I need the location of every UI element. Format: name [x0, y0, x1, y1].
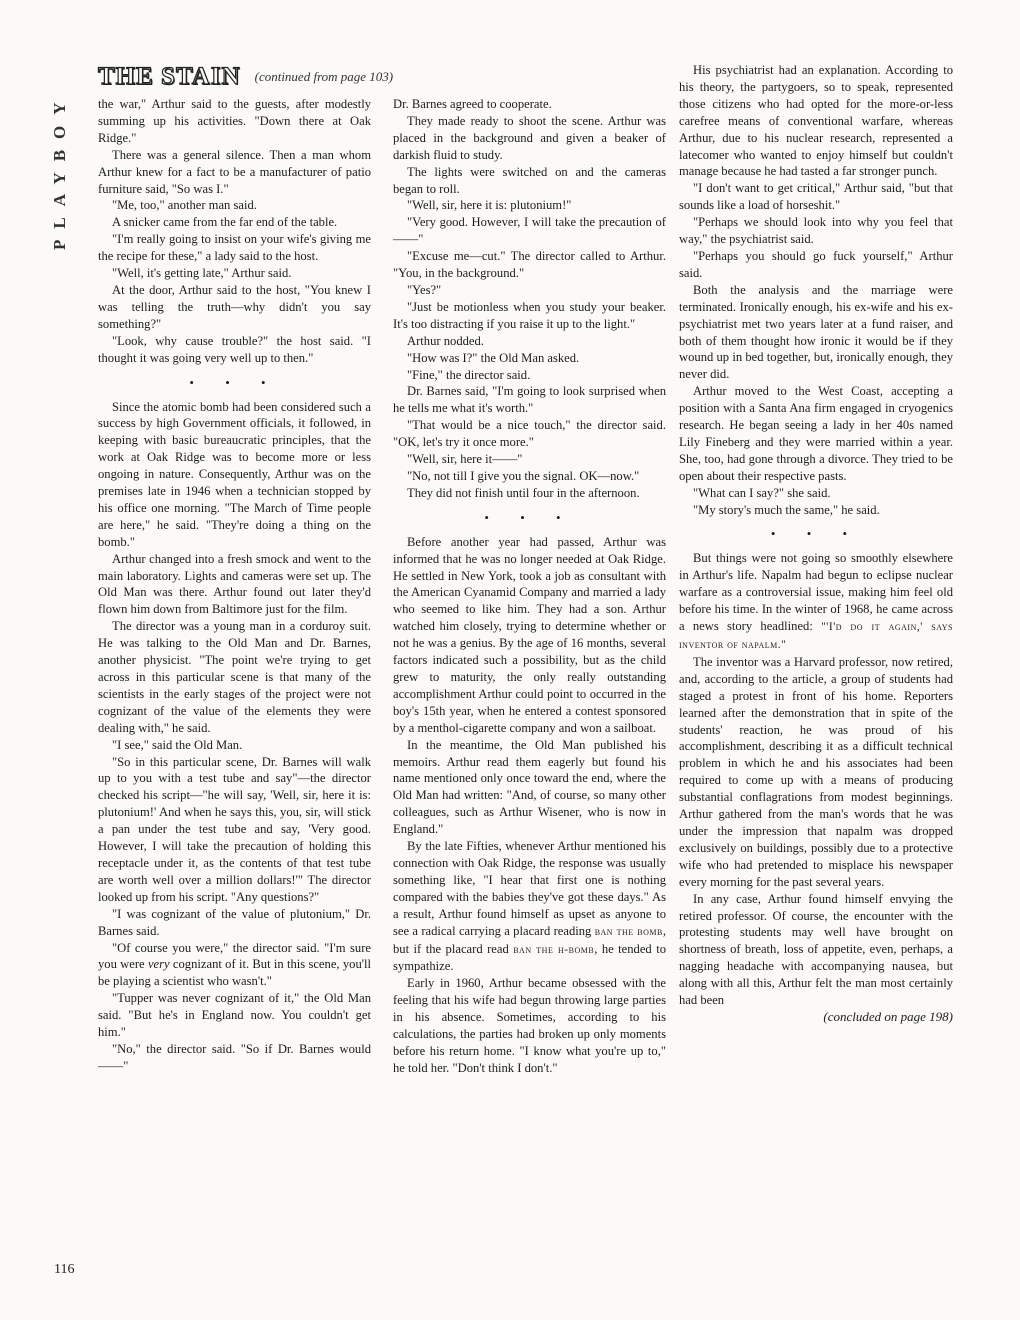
emphasis: very	[147, 957, 170, 972]
section-break: • • •	[484, 509, 575, 525]
paragraph: Arthur changed into a fresh smock and went to the main laboratory. Lights and cameras were set up. The Old Man was there. Arthur found out later they'd flown him down from Baltimore just for the film.	[98, 551, 371, 617]
paragraph	[679, 550, 953, 653]
paragraph: "Just be motionless when you study your beaker. It's too distracting if you raise it up to the light."	[393, 299, 666, 331]
paragraph: "Tupper was never cognizant of it," the Old Man said. "But he's in England now. You couldn't get him."	[98, 991, 371, 1040]
column-3	[679, 62, 953, 1026]
text-run: But things were not going so smoothly elsewhere in Arthur's life. Napalm had begun to eclipse nuclear warfare as a controversial issue, making him feel old before his time. In the winter of 1968, he came across a news story headlined:	[679, 551, 953, 634]
paragraph: The director was a young man in a corduroy suit. He was talking to the Old Man and Dr. Barnes, another physicist. "The point we're trying to get across in this particular scene is that many of the scientists in the early stages of the project were not cognizant of the value of the elements they were dealing with," he said.	[98, 619, 371, 735]
text-run: By the late Fifties, whenever Arthur mentioned his connection with Oak Ridge, the response was usually something like, "I hear that first one is nothing compared with the babies they've got these days." As a result, Arthur found himself as upset as anyone to see a radical carrying a placard reading	[393, 839, 666, 938]
paragraph: "So in this particular scene, Dr. Barnes will walk up to you with a test tube and say"—the director checked his script—"he will say, 'Well, sir, here it is: plutonium!' And when he says this, you, sir, will stick a pan under the test tube and say, 'Very good. However, I will take the precaution of holding this receptacle under it, as the contents of that test tube are worth well over a million dollars!'" The director looked up from his script. "Any questions?"	[98, 754, 371, 904]
column-2	[393, 96, 666, 1077]
paragraph: In any case, Arthur found himself envying the retired professor. Of course, the encounter with the protesting students may well have brought on shortness of breath, loss of appetite, even, perhaps, a nagging headache with accompanying nausea, but along with all this, Arthur felt the man most certainly had been	[679, 891, 953, 1008]
section-break: • • •	[189, 374, 280, 390]
paragraph: "Well, sir, here it is: plutonium!"	[407, 198, 572, 213]
paragraph: "My story's much the same," he said.	[693, 502, 880, 517]
paragraph: "I was cognizant of the value of plutonium," Dr. Barnes said.	[98, 906, 371, 938]
article-title: THE STAIN	[98, 63, 241, 90]
placard-text: ban the bomb	[594, 925, 663, 938]
paragraph: "No, not till I give you the signal. OK—now."	[407, 468, 640, 483]
concluded-note: (concluded on page 198)	[823, 1008, 953, 1024]
paragraph: "Me, too," another man said.	[112, 198, 257, 213]
text-run: "Of course you were," the director said. "I'm sure you were	[98, 940, 371, 972]
page-number: 116	[54, 1262, 75, 1277]
magazine-sidebar	[44, 60, 80, 250]
paragraph: "Excuse me—cut." The director called to Arthur. "You, in the background."	[393, 249, 666, 281]
text-run: , he tended to sympathize.	[393, 941, 666, 974]
paragraph: A snicker came from the far end of the table.	[112, 215, 338, 230]
paragraph: "Yes?"	[407, 282, 442, 297]
paragraph: They did not finish until four in the afternoon.	[407, 485, 640, 500]
placard-text: ban the h-bomb	[513, 943, 595, 956]
paragraph: "I'm really going to insist on your wife's giving me the recipe for these," a lady said to the host.	[98, 232, 371, 264]
paragraph: "Very good. However, I will take the precaution of——"	[393, 215, 666, 247]
paragraph: "That would be a nice touch," the director said. "OK, let's try it once more."	[393, 418, 666, 450]
paragraph: They made ready to shoot the scene. Arthur was placed in the background and given a beaker of darkish fluid to study.	[393, 113, 666, 162]
paragraph: His psychiatrist had an explanation. According to his theory, the partygoers, so to speak, represented those citizens who had opted for the more-or-less carefree means of conventional warfare, whereas Arthur, due to his nuclear research, represented a latecomer who wanted to enjoy himself but couldn't manage because he had tasted a far stronger punch.	[679, 63, 953, 179]
paragraph: "Well, it's getting late," Arthur said.	[112, 266, 292, 281]
paragraph	[393, 838, 666, 975]
paragraph: Since the atomic bomb had been considered such a success by high Government officials, it followed, in keeping with basic bureaucratic principles, that the work at Oak Ridge was to become more or less ongoing in nature. Consequently, Arthur was on the premises late in 1946 when a technician stopped by his office one morning. "The March of Time people are here," he said. "They're doing a thing on the bomb."	[98, 399, 371, 549]
paragraph: "I see," said the Old Man.	[112, 737, 243, 752]
paragraph: The lights were switched on and the cameras began to roll.	[393, 164, 666, 196]
paragraph: Arthur nodded.	[407, 333, 484, 348]
paragraph: At the door, Arthur said to the host, "You knew I was telling the truth—why didn't you say something?"	[98, 282, 371, 331]
text-run: cognizant of it. But in this scene, you'll be playing a scientist who wasn't."	[98, 957, 372, 989]
paragraph: "Look, why cause trouble?" the host said. "I thought it was going very well up to then."	[98, 333, 371, 365]
paragraph: "No," the director said. "So if Dr. Barnes would——"	[98, 1041, 371, 1073]
paragraph: the war," Arthur said to the guests, after modestly summing up his activities. "Down there at Oak Ridge."	[98, 97, 371, 145]
column-1	[98, 96, 371, 1075]
paragraph: In the meantime, the Old Man published his memoirs. Arthur read them eagerly but found his name mentioned only once toward the end, where the Old Man had written: "And, of course, so many other colleagues, such as Arthur Wisener, who is now in England."	[393, 737, 666, 837]
text-run: , but if the placard read	[393, 923, 666, 956]
paragraph	[98, 940, 371, 991]
paragraph: Early in 1960, Arthur became obsessed with the feeling that his wife had begun throwing large parties in his absence. Sometimes, according to his calculations, the parties had broken up only moments before his return home. "I know what you're up to," he told her. "Don't think I don't."	[393, 976, 666, 1075]
paragraph: The inventor was a Harvard professor, now retired, and, according to the article, a group of students had staged a protest in front of his home. Reporters learned after the demonstration that in spite of the students' reaction, he was proud of his accomplishment, describing it as a difficult technical problem in which he and his associates had been required to come up with a means of producing substantial conflagrations from modest beginnings. Arthur gathered from the man's words that he was under the impression that napalm was dropped exclusively on buildings, possibly due to a protective wife who had pretended to misplace his newspaper every morning for the past several years.	[679, 654, 953, 889]
paragraph: Before another year had passed, Arthur was informed that he was no longer needed at Oak Ridge. He settled in New York, took a job as consultant with the American Cyanamid Company and married a lady who seemed to like him. They had a son. Arthur watched him closely, trying to determine whether or not he was a genius. By the age of 16 months, several factors indicated such a possibility, but as the child grew to maturity, the only really outstanding accomplishment Arthur could point to occurred in the boy's 15th year, when he entered a contest sponsored by a menthol-cigarette company and won a sailboat.	[393, 534, 666, 735]
paragraph: Both the analysis and the marriage were terminated. Ironically enough, his ex-wife and his ex-psychiatrist met two years later at a fund raiser, and both of them thought how ironic it would be if they wound up in bed together, but, ironically enough, they never did.	[679, 282, 953, 382]
paragraph: Arthur moved to the West Coast, accepting a position with a Santa Ana firm engaged in cryogenics research. He began seeing a lady in her 40s named Lily Fineberg and they were married within a year. She, too, had gone through a divorce. They tried to be open about their respective pasts.	[679, 384, 953, 483]
paragraph: "Perhaps we should look into why you feel that way," the psychiatrist said.	[679, 215, 953, 247]
headline-text: "'I'd do it again,' says inventor of napalm."	[679, 621, 953, 651]
paragraph: "Fine," the director said.	[407, 367, 531, 382]
paragraph: "Perhaps you should go fuck yourself," Arthur said.	[679, 248, 953, 280]
paragraph: There was a general silence. Then a man whom Arthur knew for a fact to be a manufacturer of patio furniture said, "So was I."	[98, 147, 371, 196]
continued-note: (continued from page 103)	[254, 69, 394, 84]
paragraph: Dr. Barnes agreed to cooperate.	[393, 97, 552, 111]
paragraph: Dr. Barnes said, "I'm going to look surprised when he tells me what it's worth."	[393, 384, 666, 416]
paragraph: "I don't want to get critical," Arthur said, "but that sounds like a load of horseshit."	[679, 181, 953, 213]
paragraph: "How was I?" the Old Man asked.	[407, 350, 580, 365]
section-break: • • •	[770, 526, 862, 542]
paragraph: "Well, sir, here it——"	[407, 452, 523, 467]
paragraph: "What can I say?" she said.	[693, 485, 831, 500]
magazine-name: PLAYBOY	[50, 91, 69, 250]
article-header	[98, 62, 478, 92]
